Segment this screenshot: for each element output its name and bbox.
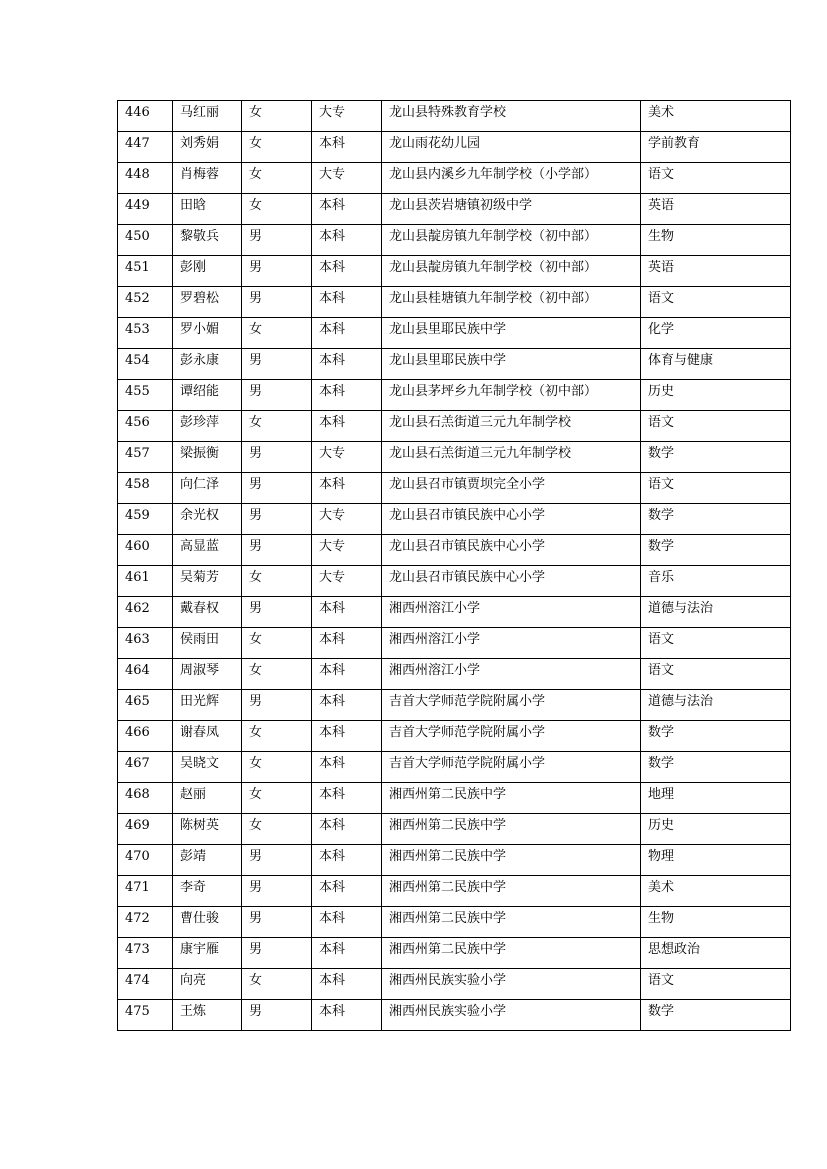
- table-row: [118, 659, 791, 690]
- table-row: [118, 473, 791, 504]
- table-row: [118, 225, 791, 256]
- gender-cell: 男: [242, 597, 312, 628]
- row-number-cell: 471: [118, 876, 173, 907]
- table-row: [118, 845, 791, 876]
- education-cell: 大专: [312, 535, 382, 566]
- row-number-cell: 448: [118, 163, 173, 194]
- subject-cell: 数学: [641, 752, 791, 783]
- table-row: [118, 752, 791, 783]
- name-cell: 刘秀娟: [173, 132, 242, 163]
- name-cell: 陈树英: [173, 814, 242, 845]
- row-number-cell: 473: [118, 938, 173, 969]
- gender-cell: 男: [242, 442, 312, 473]
- name-cell: 戴春权: [173, 597, 242, 628]
- school-cell: 湘西州第二民族中学: [382, 783, 641, 814]
- row-number-cell: 451: [118, 256, 173, 287]
- name-cell: 彭永康: [173, 349, 242, 380]
- row-number-cell: 452: [118, 287, 173, 318]
- gender-cell: 女: [242, 194, 312, 225]
- school-cell: 湘西州第二民族中学: [382, 938, 641, 969]
- gender-cell: 男: [242, 876, 312, 907]
- name-cell: 曹仕骏: [173, 907, 242, 938]
- table-row: [118, 504, 791, 535]
- education-cell: 大专: [312, 504, 382, 535]
- name-cell: 罗碧松: [173, 287, 242, 318]
- subject-cell: 语文: [641, 411, 791, 442]
- name-cell: 田晗: [173, 194, 242, 225]
- gender-cell: 男: [242, 287, 312, 318]
- row-number-cell: 464: [118, 659, 173, 690]
- name-cell: 谢春凤: [173, 721, 242, 752]
- education-cell: 本科: [312, 318, 382, 349]
- name-cell: 彭靖: [173, 845, 242, 876]
- education-cell: 本科: [312, 194, 382, 225]
- school-cell: 湘西州溶江小学: [382, 628, 641, 659]
- name-cell: 侯雨田: [173, 628, 242, 659]
- row-number-cell: 469: [118, 814, 173, 845]
- table-row: [118, 442, 791, 473]
- name-cell: 向仁泽: [173, 473, 242, 504]
- row-number-cell: 466: [118, 721, 173, 752]
- table-row: [118, 969, 791, 1000]
- row-number-cell: 462: [118, 597, 173, 628]
- education-cell: 本科: [312, 597, 382, 628]
- table-row: [118, 380, 791, 411]
- subject-cell: 地理: [641, 783, 791, 814]
- school-cell: 龙山县内溪乡九年制学校（小学部）: [382, 163, 641, 194]
- table-row: [118, 349, 791, 380]
- row-number-cell: 465: [118, 690, 173, 721]
- gender-cell: 女: [242, 318, 312, 349]
- table-row: [118, 411, 791, 442]
- name-cell: 李奇: [173, 876, 242, 907]
- subject-cell: 语文: [641, 628, 791, 659]
- education-cell: 本科: [312, 287, 382, 318]
- school-cell: 龙山县里耶民族中学: [382, 349, 641, 380]
- name-cell: 王炼: [173, 1000, 242, 1031]
- education-cell: 大专: [312, 442, 382, 473]
- gender-cell: 女: [242, 783, 312, 814]
- gender-cell: 男: [242, 690, 312, 721]
- education-cell: 本科: [312, 876, 382, 907]
- gender-cell: 男: [242, 225, 312, 256]
- table-row: [118, 783, 791, 814]
- subject-cell: 道德与法治: [641, 690, 791, 721]
- name-cell: 罗小媚: [173, 318, 242, 349]
- table-row: [118, 566, 791, 597]
- row-number-cell: 459: [118, 504, 173, 535]
- school-cell: 龙山县茨岩塘镇初级中学: [382, 194, 641, 225]
- education-cell: 本科: [312, 814, 382, 845]
- subject-cell: 数学: [641, 504, 791, 535]
- name-cell: 吴晓文: [173, 752, 242, 783]
- row-number-cell: 458: [118, 473, 173, 504]
- subject-cell: 语文: [641, 163, 791, 194]
- school-cell: 吉首大学师范学院附属小学: [382, 752, 641, 783]
- education-cell: 本科: [312, 721, 382, 752]
- table-row: [118, 628, 791, 659]
- school-cell: 湘西州第二民族中学: [382, 876, 641, 907]
- subject-cell: 美术: [641, 876, 791, 907]
- school-cell: 湘西州溶江小学: [382, 659, 641, 690]
- gender-cell: 男: [242, 256, 312, 287]
- subject-cell: 语文: [641, 969, 791, 1000]
- school-cell: 龙山县靛房镇九年制学校（初中部）: [382, 256, 641, 287]
- school-cell: 龙山县召市镇民族中心小学: [382, 566, 641, 597]
- name-cell: 吴菊芳: [173, 566, 242, 597]
- roster-body: [118, 101, 791, 1031]
- name-cell: 高显蓝: [173, 535, 242, 566]
- school-cell: 龙山县召市镇民族中心小学: [382, 535, 641, 566]
- table-row: [118, 287, 791, 318]
- gender-cell: 男: [242, 938, 312, 969]
- school-cell: 龙山县茅坪乡九年制学校（初中部）: [382, 380, 641, 411]
- school-cell: 湘西州第二民族中学: [382, 814, 641, 845]
- table-row: [118, 535, 791, 566]
- gender-cell: 男: [242, 473, 312, 504]
- row-number-cell: 447: [118, 132, 173, 163]
- subject-cell: 道德与法治: [641, 597, 791, 628]
- gender-cell: 男: [242, 349, 312, 380]
- gender-cell: 女: [242, 566, 312, 597]
- subject-cell: 语文: [641, 473, 791, 504]
- name-cell: 周淑琴: [173, 659, 242, 690]
- row-number-cell: 450: [118, 225, 173, 256]
- table-row: [118, 721, 791, 752]
- subject-cell: 历史: [641, 380, 791, 411]
- gender-cell: 女: [242, 659, 312, 690]
- education-cell: 本科: [312, 349, 382, 380]
- school-cell: 龙山县特殊教育学校: [382, 101, 641, 132]
- table-row: [118, 318, 791, 349]
- education-cell: 本科: [312, 659, 382, 690]
- table-row: [118, 101, 791, 132]
- school-cell: 龙山县召市镇民族中心小学: [382, 504, 641, 535]
- school-cell: 湘西州第二民族中学: [382, 845, 641, 876]
- teacher-roster-table: [117, 100, 791, 1031]
- gender-cell: 男: [242, 845, 312, 876]
- gender-cell: 男: [242, 907, 312, 938]
- gender-cell: 女: [242, 969, 312, 1000]
- subject-cell: 思想政治: [641, 938, 791, 969]
- school-cell: 湘西州民族实验小学: [382, 1000, 641, 1031]
- subject-cell: 美术: [641, 101, 791, 132]
- education-cell: 本科: [312, 628, 382, 659]
- name-cell: 田光辉: [173, 690, 242, 721]
- row-number-cell: 454: [118, 349, 173, 380]
- table-row: [118, 938, 791, 969]
- name-cell: 彭珍萍: [173, 411, 242, 442]
- subject-cell: 生物: [641, 907, 791, 938]
- row-number-cell: 460: [118, 535, 173, 566]
- row-number-cell: 455: [118, 380, 173, 411]
- school-cell: 龙山雨花幼儿园: [382, 132, 641, 163]
- school-cell: 龙山县里耶民族中学: [382, 318, 641, 349]
- subject-cell: 学前教育: [641, 132, 791, 163]
- education-cell: 本科: [312, 132, 382, 163]
- gender-cell: 女: [242, 814, 312, 845]
- name-cell: 肖梅蓉: [173, 163, 242, 194]
- subject-cell: 历史: [641, 814, 791, 845]
- subject-cell: 数学: [641, 442, 791, 473]
- gender-cell: 女: [242, 628, 312, 659]
- row-number-cell: 474: [118, 969, 173, 1000]
- row-number-cell: 475: [118, 1000, 173, 1031]
- subject-cell: 化学: [641, 318, 791, 349]
- school-cell: 龙山县召市镇贾坝完全小学: [382, 473, 641, 504]
- education-cell: 本科: [312, 225, 382, 256]
- education-cell: 本科: [312, 473, 382, 504]
- education-cell: 本科: [312, 690, 382, 721]
- subject-cell: 语文: [641, 287, 791, 318]
- education-cell: 本科: [312, 907, 382, 938]
- gender-cell: 女: [242, 163, 312, 194]
- table-row: [118, 194, 791, 225]
- row-number-cell: 461: [118, 566, 173, 597]
- gender-cell: 女: [242, 721, 312, 752]
- subject-cell: 英语: [641, 256, 791, 287]
- education-cell: 大专: [312, 566, 382, 597]
- subject-cell: 数学: [641, 1000, 791, 1031]
- education-cell: 本科: [312, 380, 382, 411]
- name-cell: 向亮: [173, 969, 242, 1000]
- table-row: [118, 907, 791, 938]
- row-number-cell: 453: [118, 318, 173, 349]
- subject-cell: 英语: [641, 194, 791, 225]
- row-number-cell: 456: [118, 411, 173, 442]
- row-number-cell: 449: [118, 194, 173, 225]
- table-row: [118, 1000, 791, 1031]
- table-row: [118, 597, 791, 628]
- school-cell: 湘西州溶江小学: [382, 597, 641, 628]
- table-row: [118, 132, 791, 163]
- school-cell: 龙山县靛房镇九年制学校（初中部）: [382, 225, 641, 256]
- row-number-cell: 463: [118, 628, 173, 659]
- school-cell: 湘西州第二民族中学: [382, 907, 641, 938]
- name-cell: 梁振衡: [173, 442, 242, 473]
- gender-cell: 男: [242, 504, 312, 535]
- gender-cell: 男: [242, 1000, 312, 1031]
- name-cell: 彭刚: [173, 256, 242, 287]
- name-cell: 谭绍能: [173, 380, 242, 411]
- subject-cell: 音乐: [641, 566, 791, 597]
- row-number-cell: 457: [118, 442, 173, 473]
- school-cell: 龙山县桂塘镇九年制学校（初中部）: [382, 287, 641, 318]
- education-cell: 本科: [312, 411, 382, 442]
- education-cell: 本科: [312, 256, 382, 287]
- name-cell: 余光权: [173, 504, 242, 535]
- subject-cell: 数学: [641, 721, 791, 752]
- education-cell: 本科: [312, 752, 382, 783]
- row-number-cell: 446: [118, 101, 173, 132]
- gender-cell: 女: [242, 132, 312, 163]
- education-cell: 大专: [312, 101, 382, 132]
- gender-cell: 男: [242, 535, 312, 566]
- subject-cell: 数学: [641, 535, 791, 566]
- name-cell: 康宇雁: [173, 938, 242, 969]
- education-cell: 本科: [312, 938, 382, 969]
- subject-cell: 物理: [641, 845, 791, 876]
- name-cell: 马红丽: [173, 101, 242, 132]
- gender-cell: 女: [242, 101, 312, 132]
- subject-cell: 生物: [641, 225, 791, 256]
- row-number-cell: 467: [118, 752, 173, 783]
- table-row: [118, 690, 791, 721]
- name-cell: 赵丽: [173, 783, 242, 814]
- gender-cell: 女: [242, 752, 312, 783]
- table-row: [118, 814, 791, 845]
- row-number-cell: 472: [118, 907, 173, 938]
- gender-cell: 男: [242, 380, 312, 411]
- school-cell: 吉首大学师范学院附属小学: [382, 690, 641, 721]
- education-cell: 本科: [312, 1000, 382, 1031]
- school-cell: 吉首大学师范学院附属小学: [382, 721, 641, 752]
- name-cell: 黎敬兵: [173, 225, 242, 256]
- table-row: [118, 256, 791, 287]
- school-cell: 龙山县石羔街道三元九年制学校: [382, 442, 641, 473]
- table-row: [118, 876, 791, 907]
- education-cell: 本科: [312, 845, 382, 876]
- row-number-cell: 470: [118, 845, 173, 876]
- subject-cell: 语文: [641, 659, 791, 690]
- subject-cell: 体育与健康: [641, 349, 791, 380]
- education-cell: 本科: [312, 969, 382, 1000]
- education-cell: 大专: [312, 163, 382, 194]
- school-cell: 龙山县石羔街道三元九年制学校: [382, 411, 641, 442]
- school-cell: 湘西州民族实验小学: [382, 969, 641, 1000]
- row-number-cell: 468: [118, 783, 173, 814]
- table-row: [118, 163, 791, 194]
- gender-cell: 女: [242, 411, 312, 442]
- education-cell: 本科: [312, 783, 382, 814]
